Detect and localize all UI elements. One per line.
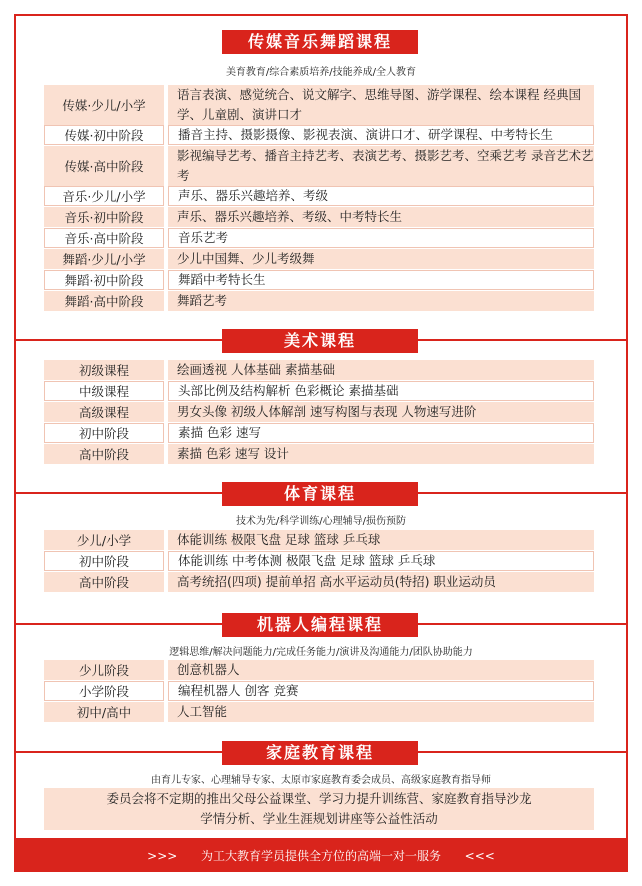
row-label: 音乐·高中阶段 [44,228,164,248]
family-section-title: 家庭教育课程 [222,741,418,765]
row-label: 初中阶段 [44,423,164,443]
row-content: 高考统招(四项) 提前单招 高水平运动员(特招) 职业运动员 [168,572,594,592]
family-description [44,788,594,830]
row-label: 初中/高中 [44,702,164,722]
row-content: 声乐、器乐兴趣培养、考级 [168,186,594,206]
row-label: 传媒·高中阶段 [44,146,164,186]
row-label: 高级课程 [44,402,164,422]
row-label: 少儿阶段 [44,660,164,680]
row-content: 音乐艺考 [168,228,594,248]
row-content: 影视编导艺考、播音主持艺考、表演艺考、摄影艺考、空乘艺考 录音艺术艺考 [168,146,594,186]
row-label: 传媒·初中阶段 [44,125,164,145]
row-label: 高中阶段 [44,444,164,464]
table-row [44,402,594,422]
art-section-title: 美术课程 [222,329,418,353]
row-content: 体能训练 中考体测 极限飞盘 足球 篮球 乒乓球 [168,551,594,571]
row-content: 播音主持、摄影摄像、影视表演、演讲口才、研学课程、中考特长生 [168,125,594,145]
media-section-title: 传媒音乐舞蹈课程 [222,30,418,54]
row-label: 小学阶段 [44,681,164,701]
row-label: 舞蹈·少儿/小学 [44,249,164,269]
row-content: 体能训练 极限飞盘 足球 篮球 乒乓球 [168,530,594,550]
footer-left-arrows: >>> [147,849,178,863]
row-label: 高中阶段 [44,572,164,592]
row-content: 男女头像 初级人体解剖 速写构图与表现 人物速写进阶 [168,402,594,422]
row-label: 中级课程 [44,381,164,401]
row-content: 少儿中国舞、少儿考级舞 [168,249,594,269]
footer-right-arrows: <<< [464,849,495,863]
row-label: 初级课程 [44,360,164,380]
row-label: 舞蹈·初中阶段 [44,270,164,290]
row-content: 语言表演、感觉统合、说文解字、思维导图、游学课程、绘本课程 经典国学、儿童剧、演讲口才 [168,85,594,125]
family-description-line: 委员会将不定期的推出父母公益课堂、学习力提升训练营、家庭教育指导沙龙 [106,791,532,806]
row-label: 音乐·初中阶段 [44,207,164,227]
row-content: 舞蹈中考特长生 [168,270,594,290]
sports-section-subtitle: 技术为先/科学训练/心理辅导/损伤预防 [235,516,407,527]
row-content: 舞蹈艺考 [168,291,594,311]
row-content: 绘画透视 人体基础 素描基础 [168,360,594,380]
table-row [44,249,594,269]
row-content: 声乐、器乐兴趣培养、考级、中考特长生 [168,207,594,227]
row-content: 素描 色彩 速写 [168,423,594,443]
table-row [44,702,594,722]
table-row [44,681,594,701]
table-row [44,381,594,401]
footer-banner [14,840,628,872]
table-row [44,360,594,380]
row-label: 传媒·少儿/小学 [44,85,164,125]
table-row [44,146,594,186]
row-content: 创意机器人 [168,660,594,680]
table-row [44,572,594,592]
sports-section-title: 体育课程 [222,482,418,506]
table-row [44,228,594,248]
table-row [44,423,594,443]
table-row [44,125,594,145]
footer-text: 为工大教育学员提供全方位的高端一对一服务 [200,849,441,863]
table-row [44,186,594,206]
table-row [44,444,594,464]
row-content: 素描 色彩 速写 设计 [168,444,594,464]
media-section-subtitle: 美育教育/综合素质培养/技能养成/全人教育 [225,67,417,78]
table-row [44,551,594,571]
row-label: 舞蹈·高中阶段 [44,291,164,311]
robot-section-subtitle: 逻辑思维/解决问题能力/完成任务能力/演讲及沟通能力/团队协助能力 [169,647,473,658]
family-section-subtitle: 由育儿专家、心理辅导专家、太原市家庭教育委会成员、高级家庭教育指导师 [151,775,491,786]
table-row [44,85,594,125]
row-label: 少儿/小学 [44,530,164,550]
table-row [44,207,594,227]
row-content: 头部比例及结构解析 色彩概论 素描基础 [168,381,594,401]
row-label: 初中阶段 [44,551,164,571]
table-row [44,530,594,550]
robot-section-title: 机器人编程课程 [222,613,418,637]
table-row [44,291,594,311]
row-content: 编程机器人 创客 竞赛 [168,681,594,701]
row-label: 音乐·少儿/小学 [44,186,164,206]
table-row [44,270,594,290]
table-row [44,660,594,680]
family-description-line: 学情分析、学业生涯规划讲座等公益性活动 [200,811,438,826]
row-content: 人工智能 [168,702,594,722]
